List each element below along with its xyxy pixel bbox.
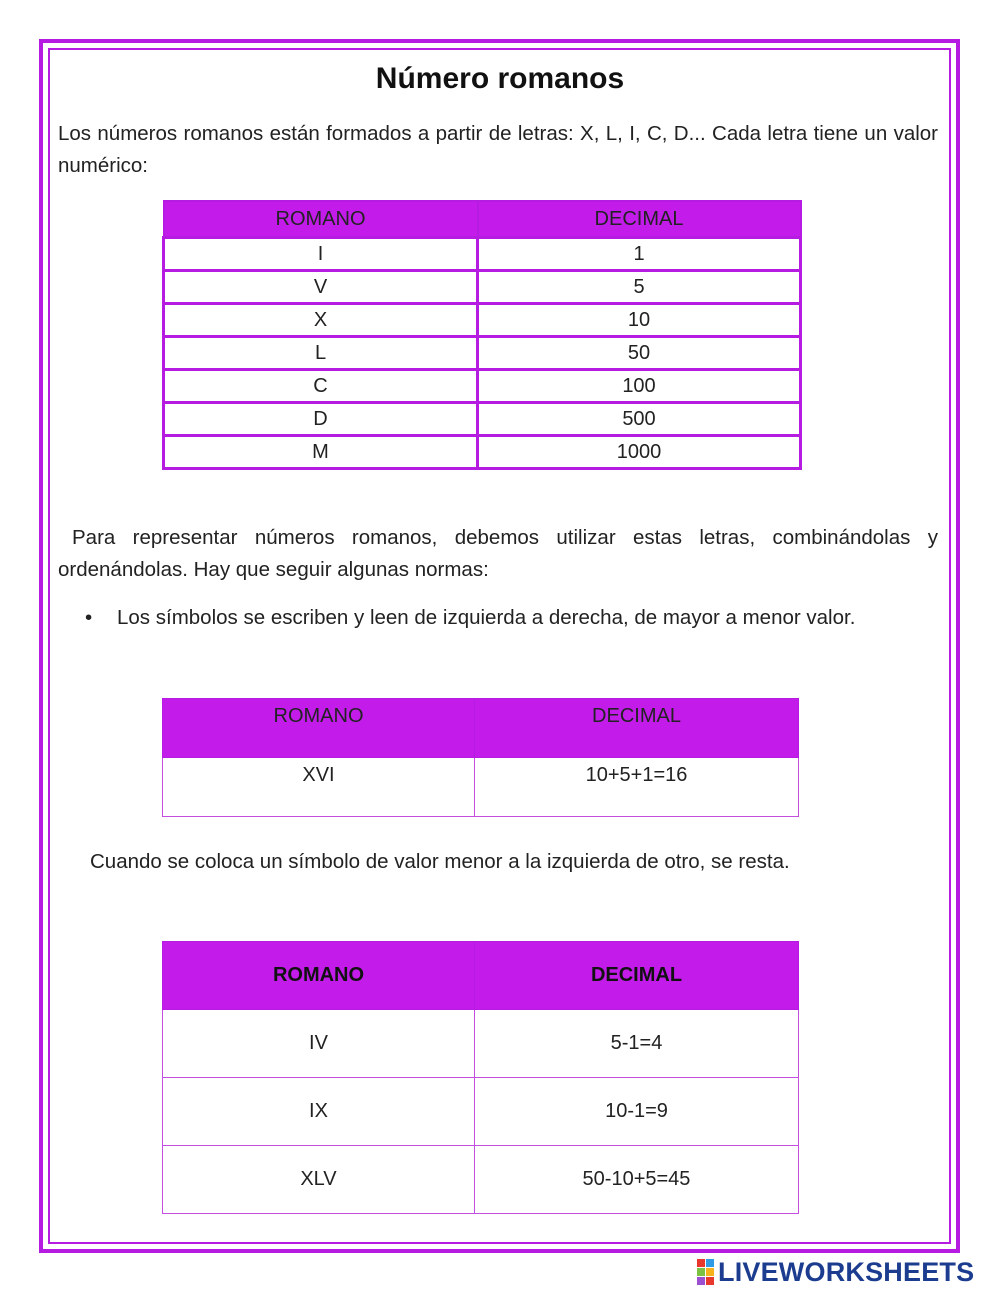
header-decimal: DECIMAL [475,942,799,1010]
logo-text: LIVEWORKSHEETS [718,1256,975,1287]
table-row [164,304,801,337]
rules-paragraph: Para representar números romanos, debemos utilizar estas letras, combinándolas y ordenándolas. Hay que seguir algunas normas: [58,526,938,581]
roman-cell: X [164,304,478,337]
table-header-row [164,201,801,238]
decimal-cell: 1 [478,238,801,271]
intro-paragraph: Los números romanos están formados a partir de letras: X, L, I, C, D... Cada letra tiene un valor numérico: [58,122,938,177]
table-row [163,1078,799,1146]
subtraction-example-table [162,941,799,1214]
roman-cell: XLV [163,1146,475,1214]
roman-cell: D [164,403,478,436]
roman-cell: I [164,238,478,271]
roman-values-table [162,200,802,470]
roman-cell: V [164,271,478,304]
header-romano: ROMANO [163,942,475,1010]
decimal-cell: 10-1=9 [475,1078,799,1146]
roman-cell: IV [163,1010,475,1078]
subtraction-rule-paragraph: Cuando se coloca un símbolo de valor menor a la izquierda de otro, se resta. [90,850,790,873]
roman-cell: IX [163,1078,475,1146]
logo-blocks-icon [697,1259,714,1285]
decimal-cell: 500 [478,403,801,436]
table-row [163,1146,799,1214]
roman-cell: C [164,370,478,403]
liveworksheets-logo [697,1258,974,1286]
table-row [164,436,801,469]
table-row [164,337,801,370]
decimal-cell: 5 [478,271,801,304]
roman-cell: L [164,337,478,370]
decimal-cell: 50-10+5=45 [475,1146,799,1214]
decimal-cell: 1000 [478,436,801,469]
table-row [164,271,801,304]
header-romano: ROMANO [163,699,475,758]
table-header-row [163,699,799,758]
table-row [164,370,801,403]
roman-cell: M [164,436,478,469]
decimal-cell: 5-1=4 [475,1010,799,1078]
roman-cell: XVI [163,758,475,817]
decimal-cell: 10 [478,304,801,337]
addition-example-table [162,698,799,817]
bullet-icon: • [85,606,93,629]
rule-bullet-text: Los símbolos se escriben y leen de izquierda a derecha, de mayor a menor valor. [117,606,856,629]
decimal-cell: 100 [478,370,801,403]
table-row [164,403,801,436]
page-title: Número romanos [375,62,625,95]
table-row [163,758,799,817]
decimal-cell: 10+5+1=16 [475,758,799,817]
header-decimal: DECIMAL [475,699,799,758]
header-romano: ROMANO [164,201,478,238]
table-row [163,1010,799,1078]
rule-bullet-item [85,606,855,630]
decimal-cell: 50 [478,337,801,370]
table-row [164,238,801,271]
table-header-row [163,942,799,1010]
header-decimal: DECIMAL [478,201,801,238]
